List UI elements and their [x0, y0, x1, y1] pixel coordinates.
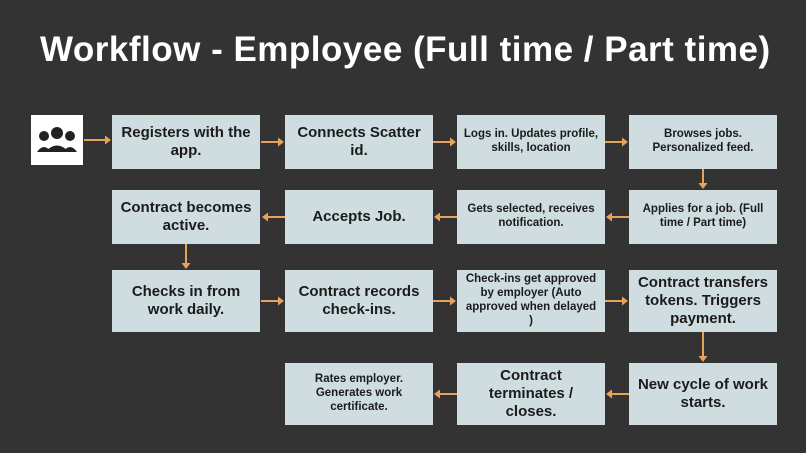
arrow-terminates-to-rates [433, 388, 457, 400]
node-connects-scatter-id[interactable]: Connects Scatter id. [285, 115, 433, 169]
node-contract-becomes-active[interactable]: Contract becomes active. [112, 190, 260, 244]
arrow-selected-to-accepts [433, 211, 457, 223]
arrow-login-to-browse [605, 136, 629, 148]
page-title: Workflow - Employee (Full time / Part time) [40, 30, 771, 69]
arrow-records-to-approved [433, 295, 457, 307]
arrow-approved-to-transfers [605, 295, 629, 307]
node-new-cycle-starts[interactable]: New cycle of work starts. [629, 363, 777, 425]
node-logs-in-updates-profile[interactable]: Logs in. Updates profile, skills, location [457, 115, 605, 169]
node-applies-for-job[interactable]: Applies for a job. (Full time / Part time) [629, 190, 777, 244]
node-gets-selected[interactable]: Gets selected, receives notification. [457, 190, 605, 244]
arrow-contract-active-to-checkin [180, 244, 192, 270]
node-checkins-approved[interactable]: Check-ins get approved by employer (Auto approved when delayed ) [457, 270, 605, 332]
people-icon [37, 125, 77, 155]
arrow-new-cycle-to-terminates [605, 388, 629, 400]
node-accepts-job[interactable]: Accepts Job. [285, 190, 433, 244]
node-contract-transfers-tokens[interactable]: Contract transfers tokens. Triggers payment. [629, 270, 777, 332]
node-registers-with-app[interactable]: Registers with the app. [112, 115, 260, 169]
arrow-transfers-to-new-cycle [697, 332, 709, 363]
arrow-accepts-to-contract-active [261, 211, 285, 223]
node-checks-in-daily[interactable]: Checks in from work daily. [112, 270, 260, 332]
node-browses-jobs[interactable]: Browses jobs. Personalized feed. [629, 115, 777, 169]
arrow-applies-to-selected [605, 211, 629, 223]
arrow-browse-to-applies [697, 169, 709, 190]
avatar [31, 115, 83, 165]
node-rates-employer[interactable]: Rates employer. Generates work certificate. [285, 363, 433, 425]
arrow-checkin-to-records [261, 295, 285, 307]
node-contract-records-checkins[interactable]: Contract records check-ins. [285, 270, 433, 332]
node-contract-terminates[interactable]: Contract terminates / closes. [457, 363, 605, 425]
arrow-registers-to-scatter [261, 136, 285, 148]
arrow-avatar-to-registers [84, 134, 112, 146]
arrow-scatter-to-login [433, 136, 457, 148]
